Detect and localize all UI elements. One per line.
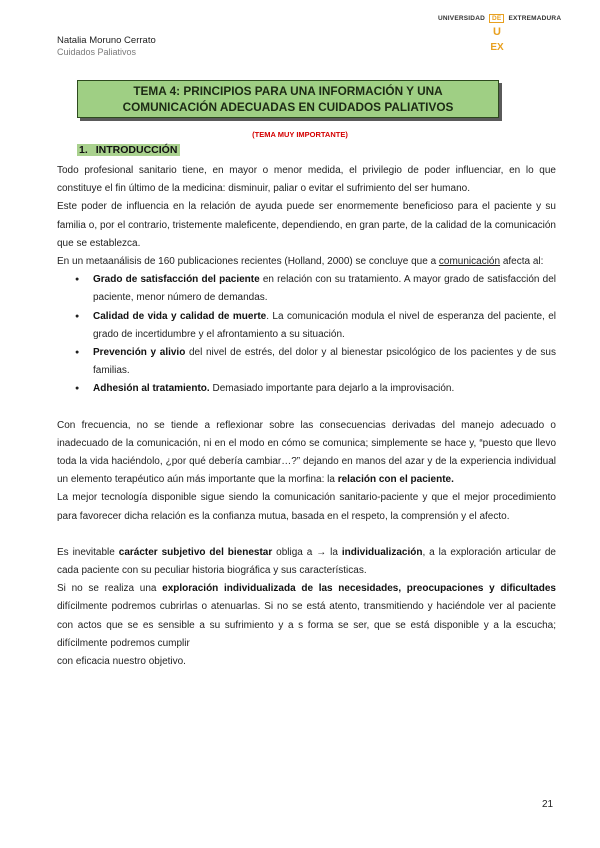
paragraph-8: con eficacia nuestro objetivo. [57, 656, 186, 668]
paragraph-5: La mejor tecnología disponible sigue siendo la comunicación sanitario-paciente y que el mejor procedimiento para favorecer dicha relación es la confianza mutua, basada en el respeto, la comprensión y el afecto. [57, 492, 556, 522]
importance-note: (TEMA MUY IMPORTANTE) [252, 130, 348, 139]
effects-list [57, 271, 556, 398]
list-item [57, 380, 556, 398]
list-item-text: . La comunicación modula el nivel de esperanza del paciente, el grado de incertidumbre y el afrontamiento a su situación. [93, 310, 556, 340]
logo-text-right: EXTREMADURA [508, 15, 562, 22]
list-item-text: del nivel de estrés, del dolor y al bienestar psicológico de los pacientes y de sus familias. [93, 347, 556, 377]
list-item-text: Demasiado importante para dejarlo a la improvisación. [209, 383, 455, 395]
body-text [57, 162, 556, 671]
topic-title-line2: COMUNICACIÓN ADECUADAS EN CUIDADOS PALIATIVOS [122, 100, 454, 114]
university-logo-text [438, 14, 561, 23]
paragraph-3-tail: afecta al: [500, 256, 544, 268]
p6-text-3: , a la exploración articular de cada paciente con su peculiar historia biográfica y sus características. [57, 546, 556, 577]
paragraph-4-text: Con frecuencia, no se tiende a reflexionar sobre las consecuencias derivadas del manejo adecuado o inadecuado de la comunicación, ni en el modo en cómo se comunica; simplemente se hace y, “puesto que llevo toda la vida haciéndolo, ¿por qué debería cambiar…?” dejando en manos del azar y de la experiencia individual un elemento terapéutico aún más importante que la morfina: la [57, 419, 556, 486]
p6-text-2: obliga a → la [272, 546, 342, 558]
logo-text-left: UNIVERSIDAD [438, 15, 485, 22]
page-number: 21 [542, 799, 554, 810]
p7-text-2: difícilmente podremos cubrirlas o atenuarlas. Si no se está atento, transmitiendo y haciéndole ver al paciente con actos que se es sensible a su sufrimiento y a s forma se ser, que se está disponible y a la escucha; difícilmente podremos cumplir [57, 601, 556, 649]
p6-bold-1: carácter subjetivo del bienestar [118, 546, 273, 558]
list-item-bold: Prevención y alivio [93, 347, 186, 359]
p7-bold-1: exploración individualizada de las necesidades, preocupaciones y dificultades [162, 583, 556, 595]
list-item-bold: Adhesión al tratamiento. [93, 383, 210, 395]
topic-title-box [77, 80, 499, 118]
paragraph-4-bold: relación con el paciente. [337, 474, 454, 486]
svg-text:EX: EX [490, 42, 504, 53]
list-item-text: en relación con su tratamiento. A mayor grado de satisfacción del paciente, menor número de demandas. [93, 274, 556, 304]
p6-bold-2: individualización [341, 546, 423, 558]
p7-text-1: Si no se realiza una [57, 583, 163, 595]
list-item-bold: Calidad de vida y calidad de muerte [93, 310, 267, 322]
section-label: INTRODUCCIÓN [95, 144, 178, 156]
paragraph-3 [57, 253, 556, 271]
list-item [57, 271, 556, 307]
paragraph-1: Todo profesional sanitario tiene, en mayor o menor medida, el privilegio de poder influenciar, en lo que constituye el fin último de la medicina: disminuir, paliar o evitar el sufrimiento del ser humano. [57, 165, 556, 195]
paragraph-4 [57, 417, 556, 490]
paragraph-3-text: En un metaanálisis de 160 publicaciones recientes (Holland, 2000) se concluye que a [57, 256, 439, 268]
university-logo-icon [482, 24, 512, 54]
list-item-bold: Grado de satisfacción del paciente [93, 274, 260, 286]
topic-title-line1: TEMA 4: PRINCIPIOS PARA UNA INFORMACIÓN Y UNA [133, 84, 443, 98]
paragraph-6 [57, 544, 556, 580]
paragraph-7 [57, 580, 556, 653]
logo-text-mid: DE [489, 14, 504, 23]
list-item [57, 344, 556, 380]
section-number: 1. [79, 144, 88, 156]
paragraph-2: Este poder de influencia en la relación de ayuda puede ser enormemente beneficioso para el paciente y su familia o, por el contrario, tristemente maleficente, dependiendo, en gran parte, de la calidad de la comunicación que se establezca. [57, 201, 556, 249]
header-subject: Cuidados Paliativos [57, 47, 137, 57]
comunicacion-link[interactable]: comunicación [438, 256, 501, 268]
list-item [57, 308, 556, 344]
header-author: Natalia Moruno Cerrato [57, 35, 156, 46]
svg-text:U: U [493, 26, 501, 38]
section-heading [77, 144, 180, 156]
p6-text-1: Es inevitable [57, 546, 119, 558]
